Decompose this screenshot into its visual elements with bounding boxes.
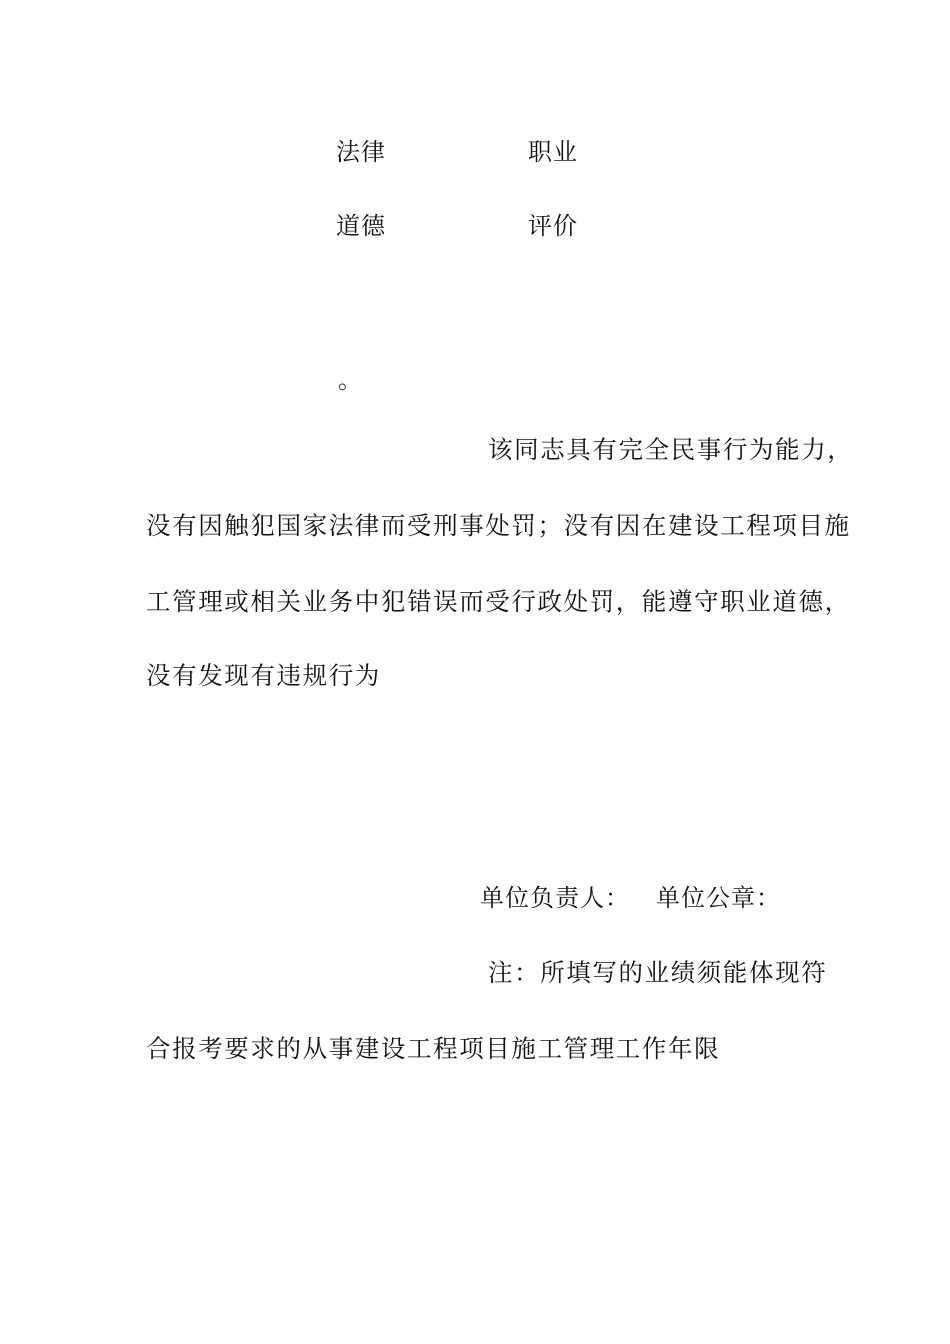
- responsible-person-label: 单位负责人：: [480, 884, 630, 912]
- note-line-2: 合报考要求的从事建设工程项目施工管理工作年限: [146, 1034, 721, 1063]
- official-seal-label: 单位公章：: [656, 884, 781, 912]
- signature-row: [480, 884, 781, 912]
- statement-line-1: 该同志具有完全民事行为能力，: [488, 435, 854, 464]
- label-profession: 职业: [528, 138, 578, 166]
- statement-line-3: 工管理或相关业务中犯错误而受行政处罚，能遵守职业道德，: [146, 587, 851, 616]
- statement-line-2: 没有因触犯国家法律而受刑事处罚；没有因在建设工程项目施: [146, 511, 851, 540]
- note-line-1: 注：所填写的业绩须能体现符: [488, 958, 828, 987]
- statement-line-4: 没有发现有违规行为: [146, 661, 381, 690]
- period-mark: 。: [338, 366, 363, 394]
- label-law: 法律: [336, 138, 386, 166]
- label-ethics: 道德: [336, 212, 386, 240]
- label-evaluation: 评价: [528, 212, 578, 240]
